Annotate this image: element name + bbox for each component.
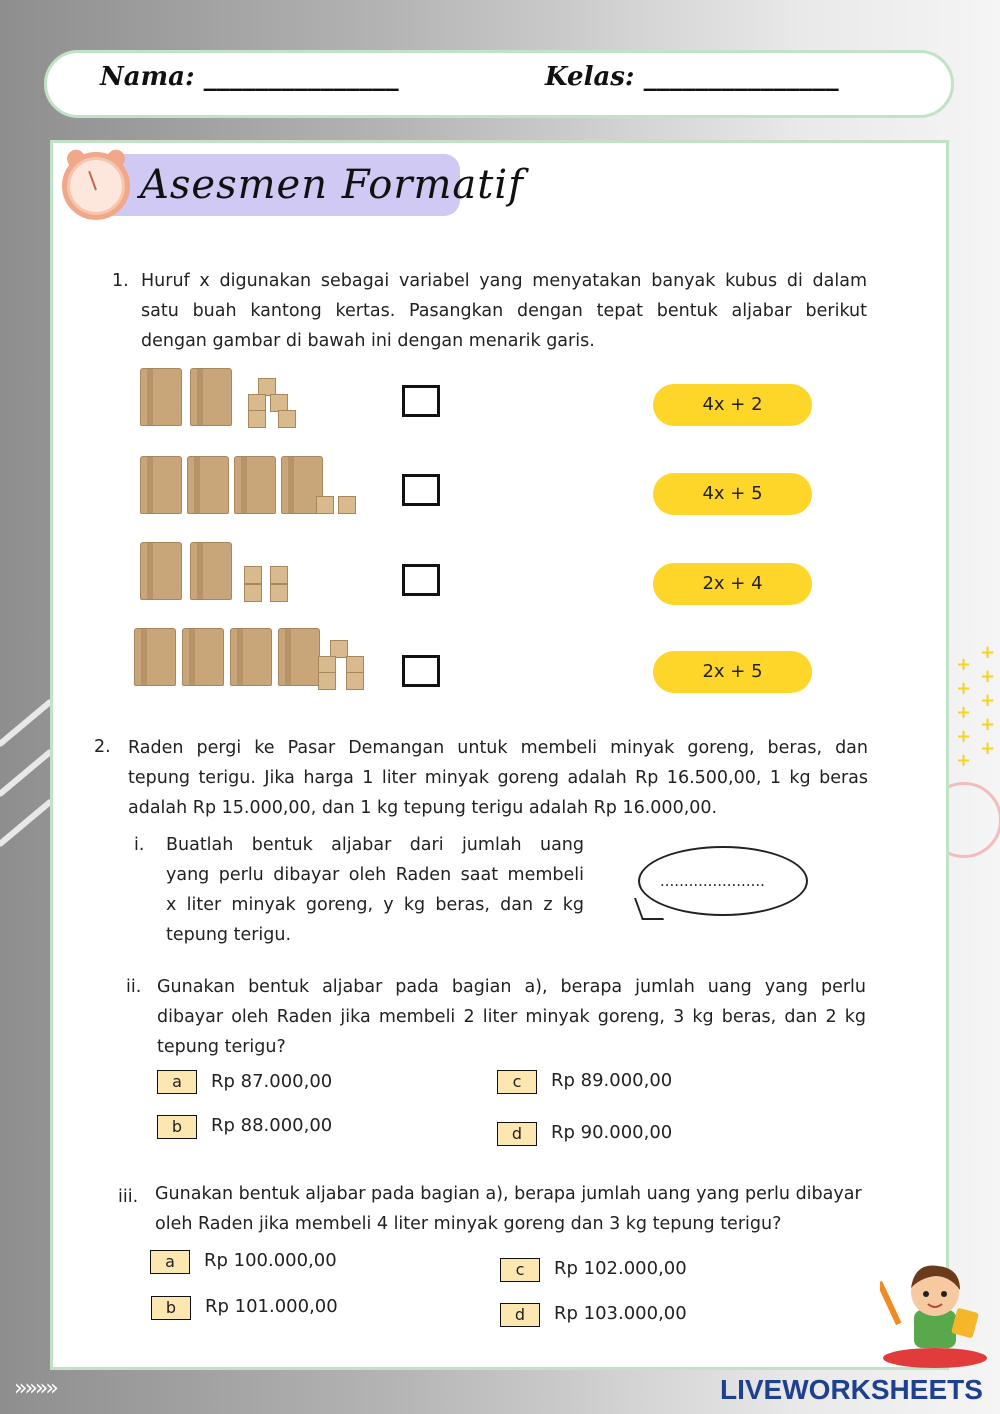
expression-pill-1[interactable]: 4x + 2 [653, 384, 812, 426]
q2-number: 2. [94, 737, 111, 757]
q1-text-line: satu buah kantong kertas. Pasangkan dengan tepat bentuk aljabar berikut [141, 301, 867, 321]
match-box-1[interactable] [402, 385, 440, 417]
student-illustration [880, 1250, 990, 1370]
part-i-line: x liter minyak goreng, y kg beras, dan z kg [166, 895, 584, 915]
q1-text-line: dengan gambar di bawah ini dengan menarik garis. [141, 331, 595, 351]
q2-text-line: adalah Rp 15.000,00, dan 1 kg tepung terigu adalah Rp 16.000,00. [128, 798, 718, 818]
q1-text-line: Huruf x digunakan sebagai variabel yang menyatakan banyak kubus di dalam [141, 271, 867, 291]
part-iii-line: oleh Raden jika membeli 4 liter minyak goreng dan 3 kg tepung terigu? [155, 1214, 782, 1234]
part-i-line: Buatlah bentuk aljabar dari jumlah uang [166, 835, 584, 855]
option-d-key[interactable]: d [497, 1122, 537, 1146]
plus-icon: + [956, 750, 972, 771]
plus-icon: + [980, 666, 996, 687]
part-i-line: tepung terigu. [166, 925, 292, 945]
option-c-key[interactable]: c [497, 1070, 537, 1094]
option-c-key[interactable]: c [500, 1258, 540, 1282]
option-c-label[interactable]: Rp 89.000,00 [551, 1070, 673, 1091]
name-field[interactable]: Nama: _______________ [100, 62, 399, 92]
option-d-label[interactable]: Rp 103.000,00 [554, 1303, 687, 1324]
option-b-label[interactable]: Rp 88.000,00 [211, 1115, 333, 1136]
part-iii-line: Gunakan bentuk aljabar pada bagian a), berapa jumlah uang yang perlu dibayar [155, 1184, 862, 1204]
answer-placeholder[interactable]: ...................... [660, 872, 765, 890]
option-c-label[interactable]: Rp 102.000,00 [554, 1258, 687, 1279]
option-a-key[interactable]: a [157, 1070, 197, 1094]
class-field[interactable]: Kelas: _______________ [545, 62, 839, 92]
option-a-label[interactable]: Rp 100.000,00 [204, 1250, 337, 1271]
plus-icon: + [956, 678, 972, 699]
part-ii-line: tepung terigu? [157, 1037, 286, 1057]
option-d-label[interactable]: Rp 90.000,00 [551, 1122, 673, 1143]
option-b-label[interactable]: Rp 101.000,00 [205, 1296, 338, 1317]
option-a-key[interactable]: a [150, 1250, 190, 1274]
match-box-3[interactable] [402, 564, 440, 596]
footer-arrows: »»»» [14, 1376, 56, 1401]
page-title: Asesmen Formatif [140, 162, 524, 208]
q2-text-line: tepung terigu. Jika harga 1 liter minyak goreng adalah Rp 16.500,00, 1 kg beras [128, 768, 868, 788]
plus-icon: + [956, 702, 972, 723]
q2-text-line: Raden pergi ke Pasar Demangan untuk membeli minyak goreng, beras, dan [128, 738, 868, 758]
option-b-key[interactable]: b [151, 1296, 191, 1320]
plus-icon: + [956, 726, 972, 747]
part-i-number: i. [134, 835, 145, 855]
option-b-key[interactable]: b [157, 1115, 197, 1139]
option-a-label[interactable]: Rp 87.000,00 [211, 1071, 333, 1092]
part-ii-line: dibayar oleh Raden jika membeli 2 liter minyak goreng, 3 kg beras, dan 2 kg [157, 1007, 866, 1027]
plus-icon: + [980, 714, 996, 735]
expression-pill-2[interactable]: 4x + 5 [653, 473, 812, 515]
expression-pill-3[interactable]: 2x + 4 [653, 563, 812, 605]
plus-icon: + [980, 642, 996, 663]
part-ii-line: Gunakan bentuk aljabar pada bagian a), berapa jumlah uang yang perlu [157, 977, 866, 997]
part-iii-number: iii. [118, 1187, 139, 1207]
plus-icon: + [980, 738, 996, 759]
plus-icon: + [980, 690, 996, 711]
expression-pill-4[interactable]: 2x + 5 [653, 651, 812, 693]
option-d-key[interactable]: d [500, 1303, 540, 1327]
liveworksheets-logo: LIVEWORKSHEETS [720, 1374, 983, 1405]
clock-face [70, 160, 122, 212]
plus-icon: + [956, 654, 972, 675]
q1-number: 1. [112, 271, 129, 291]
part-ii-number: ii. [126, 977, 142, 997]
match-box-4[interactable] [402, 655, 440, 687]
match-box-2[interactable] [402, 474, 440, 506]
part-i-line: yang perlu dibayar oleh Raden saat membeli [166, 865, 584, 885]
